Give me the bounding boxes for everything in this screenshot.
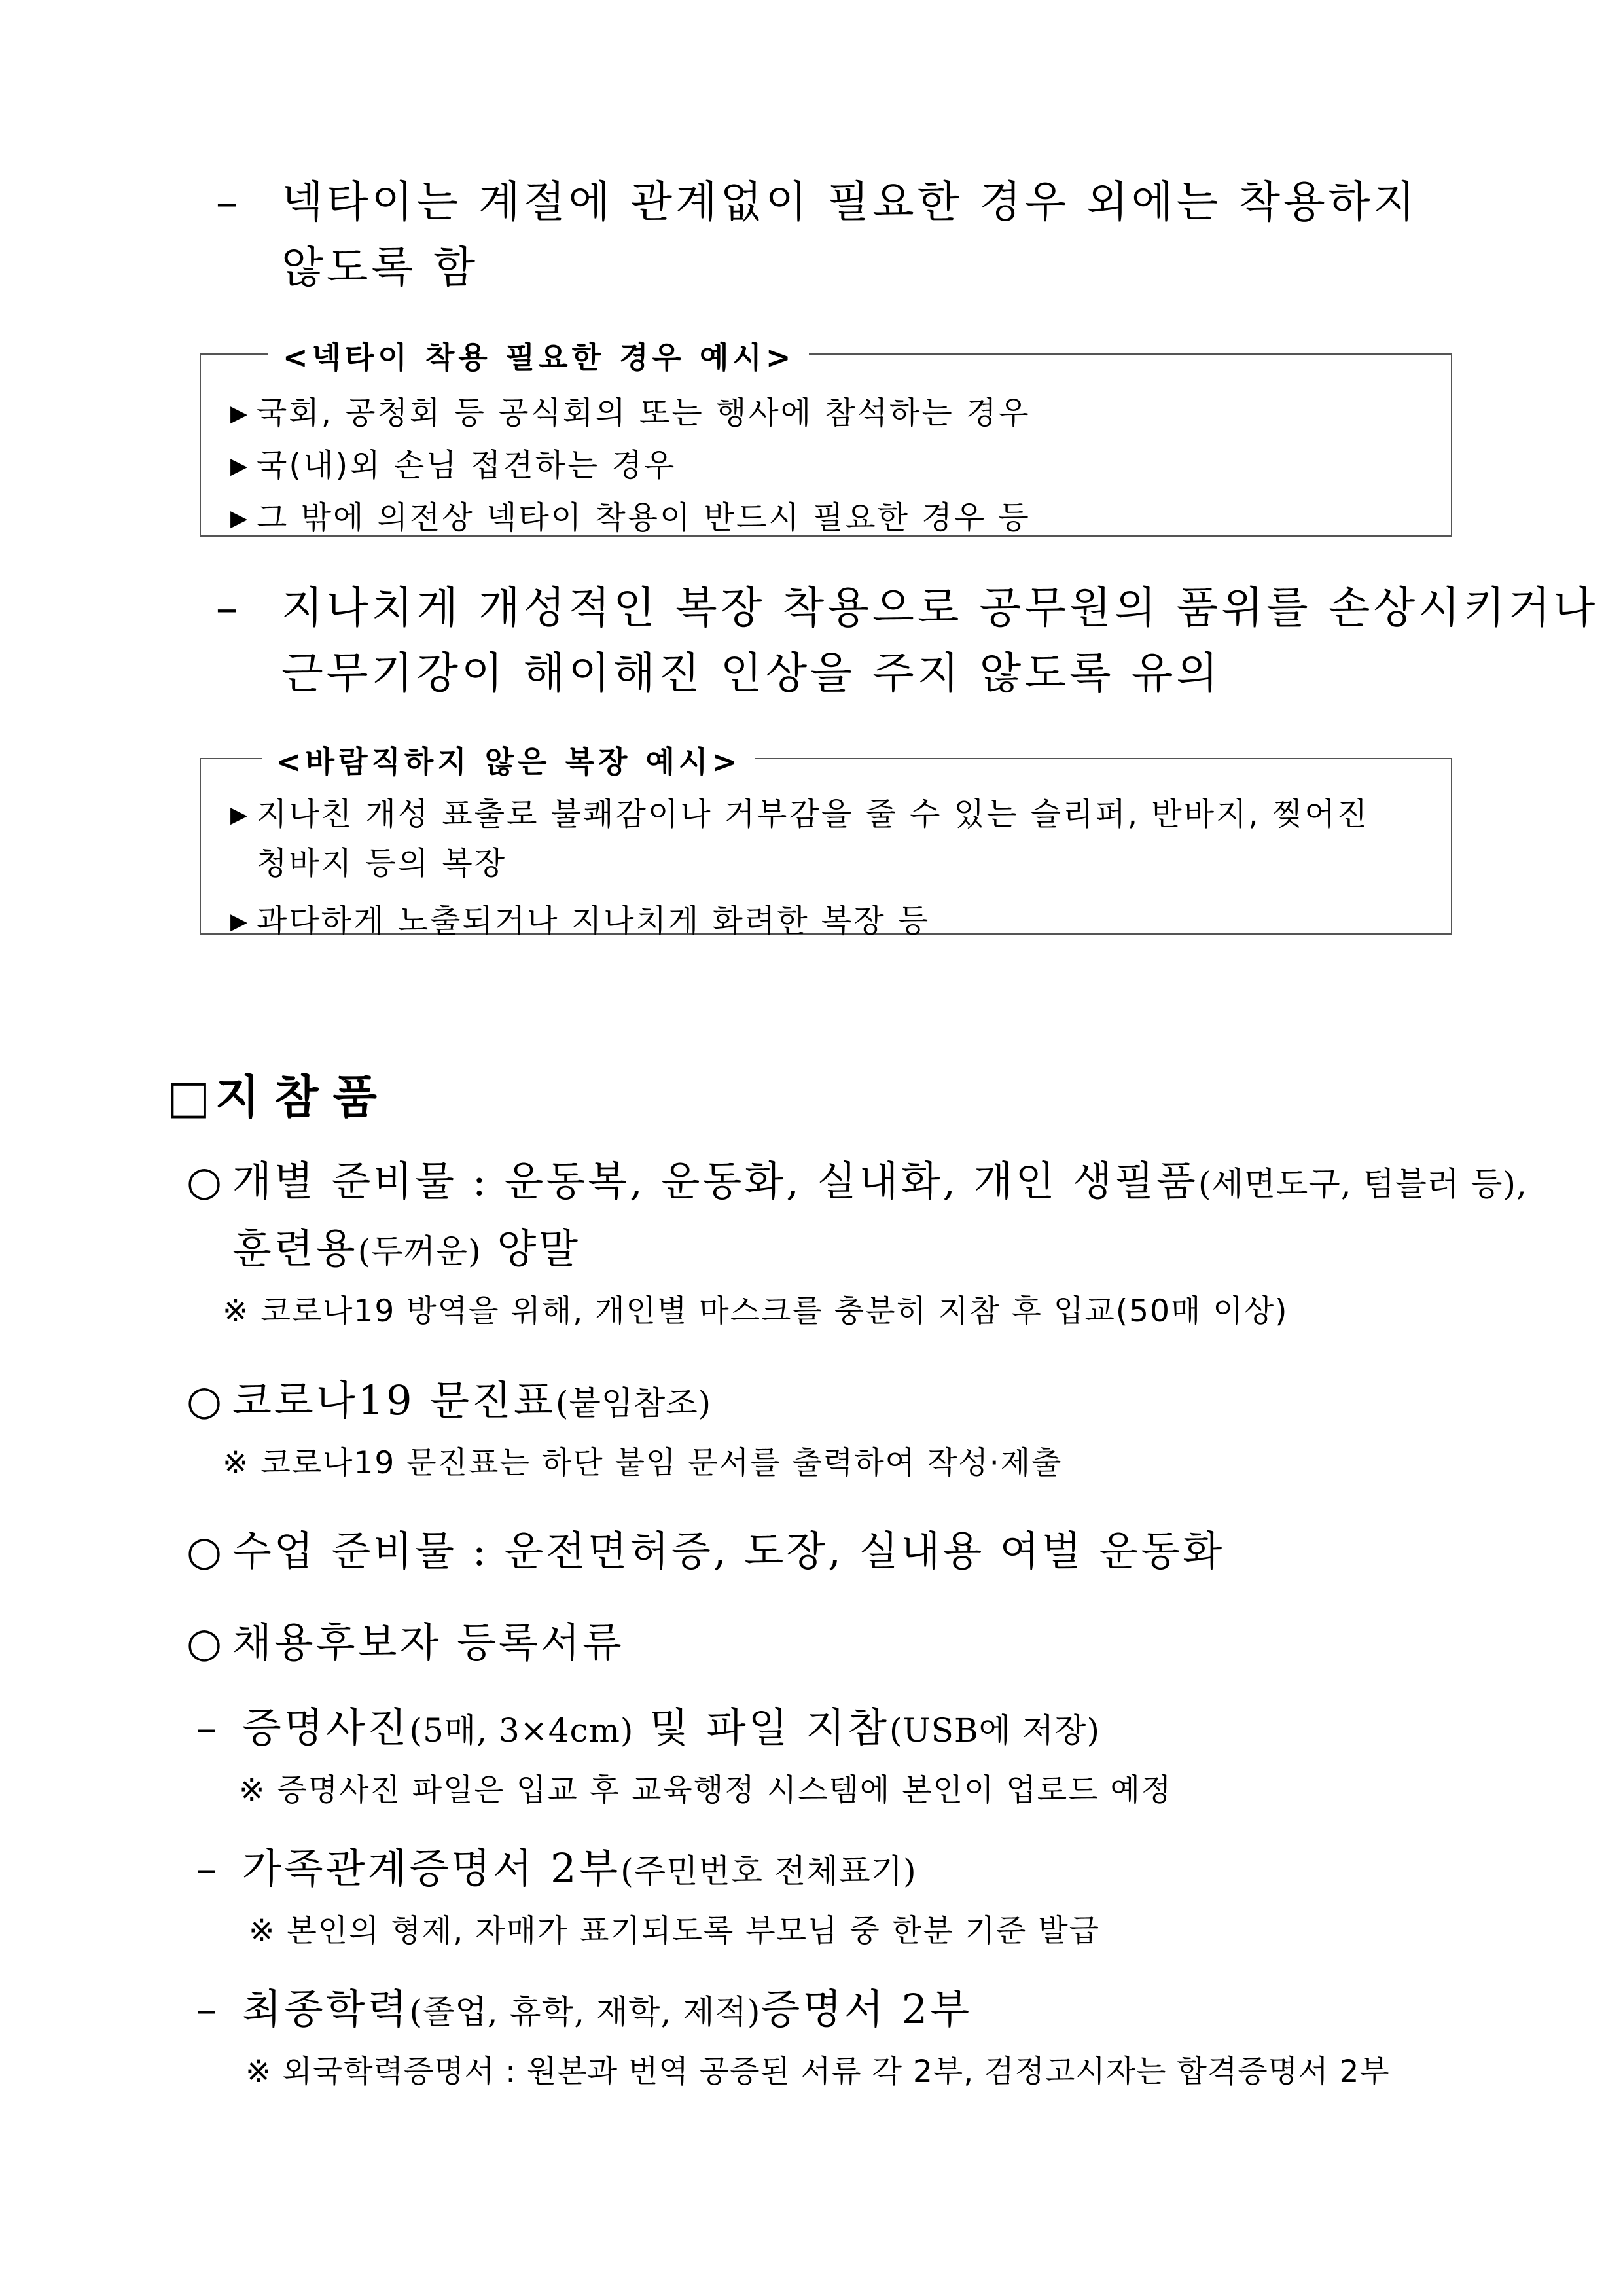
undesirable-attire-title: <바람직하지 않은 복장 예시> [262,738,755,781]
dash-marker: – [216,583,241,633]
photo-paren-b: (USB에 저장) [889,1712,1100,1749]
dash-marker: – [196,1844,219,1892]
personal-supplies-line2 [232,1216,580,1274]
circle-bullet-icon: ○ [187,1527,225,1575]
circle-bullet-icon: ○ [187,1376,225,1424]
triangle-bullet-icon: ▶ [230,453,250,479]
photo-text-a: 증명사진 [242,1704,410,1751]
dash-marker: – [196,1704,219,1751]
undesirable-attire-item-cont: 청바지 등의 복장 [257,845,507,882]
circle-bullet-icon: ○ [187,1157,225,1205]
triangle-bullet-icon: ▶ [230,908,250,935]
necktie-rule-line1 [216,167,1418,229]
necktie-example-text: 그 밖에 의전상 넥타이 착용이 반드시 필요한 경우 등 [257,499,1031,536]
education-cert-paren: (졸업, 휴학, 재학, 제적) [409,1993,761,2031]
necktie-rule-text: 넥타이는 계절에 관계없이 필요한 경우 외에는 착용하지 [281,177,1419,227]
personal-supplies-socks-b: 양말 [481,1225,581,1272]
dash-marker: – [216,177,241,227]
undesirable-attire-item [230,789,1369,834]
questionnaire-note: ※ 코로나19 문진표는 하단 붙임 문서를 출력하여 작성·제출 [223,1445,1063,1481]
mask-note: ※ 코로나19 방역을 위해, 개인별 마스크를 충분히 지참 후 입교(50매 이상) [223,1293,1289,1329]
attire-rule-line2: 근무기강이 해이해진 인상을 주지 않도록 유의 [281,648,1222,698]
personal-supplies-line1 [187,1149,1527,1207]
necktie-example-text: 국회, 공청회 등 공식회의 또는 행사에 참석하는 경우 [257,395,1031,431]
registration-docs-line [187,1610,624,1668]
questionnaire-paren: (붙임참조) [555,1384,712,1422]
undesirable-attire-item [230,895,930,941]
education-cert-text-b: 증명서 2부 [760,1985,972,2033]
section-heading [167,1060,391,1126]
undesirable-attire-text: 과다하게 노출되거나 지나치게 화려한 복장 등 [257,903,931,939]
necktie-example-item [230,440,676,485]
necktie-rule-line2: 않도록 함 [281,242,479,293]
family-cert-text: 가족관계증명서 2부 [242,1844,621,1892]
personal-supplies-socks-a: 훈련용 [232,1225,358,1272]
family-cert-paren: (주민번호 전체표기) [620,1852,917,1890]
triangle-bullet-icon: ▶ [230,401,250,427]
photo-note: ※ 증명사진 파일은 입교 후 교육행정 시스템에 본인이 업로드 예정 [239,1772,1173,1808]
undesirable-attire-text: 지나친 개성 표출로 불쾌감이나 거부감을 줄 수 있는 슬리퍼, 반바지, 찢어진 [257,796,1370,833]
personal-supplies-text: 개별 준비물 : 운동복, 운동화, 실내화, 개인 생필품 [232,1157,1198,1205]
education-cert-note: ※ 외국학력증명서 : 원본과 번역 공증된 서류 각 2부, 검정고시자는 합격증명서 2부 [245,2054,1390,2090]
section-heading-text: 지참품 [215,1070,392,1124]
square-bullet-icon: □ [167,1070,211,1124]
family-cert-line [196,1836,917,1894]
triangle-bullet-icon: ▶ [230,802,250,828]
attire-rule-text: 지나치게 개성적인 복장 착용으로 공무원의 품위를 손상시키거나 [281,583,1599,633]
photo-text-b: 및 파일 지참 [633,1704,890,1751]
education-cert-line [196,1977,972,2035]
necktie-example-text: 국(내)외 손님 접견하는 경우 [257,447,677,484]
personal-supplies-socks-paren: (두꺼운) [357,1232,482,1270]
attire-rule-line1 [216,573,1598,635]
education-cert-text-a: 최종학력 [242,1985,410,2033]
necktie-example-item [230,492,1031,537]
personal-supplies-paren: (세면도구, 텀블러 등), [1198,1165,1527,1203]
photo-paren-a: (5매, 3×4cm) [409,1712,634,1749]
circle-bullet-icon: ○ [187,1619,225,1666]
photo-line [196,1695,1100,1753]
family-cert-note: ※ 본인의 형제, 자매가 표기되도록 부모님 중 한분 기준 발급 [249,1913,1101,1949]
registration-docs-text: 채용후보자 등록서류 [232,1619,624,1666]
necktie-example-item [230,387,1031,433]
class-supplies-text: 수업 준비물 : 운전면허증, 도장, 실내용 여벌 운동화 [232,1527,1225,1575]
triangle-bullet-icon: ▶ [230,505,250,531]
questionnaire-text: 코로나19 문진표 [232,1376,556,1424]
questionnaire-line [187,1368,711,1426]
dash-marker: – [196,1985,219,2033]
class-supplies-line [187,1518,1224,1577]
necktie-examples-title: <넥타이 착용 필요한 경우 예시> [268,334,809,377]
